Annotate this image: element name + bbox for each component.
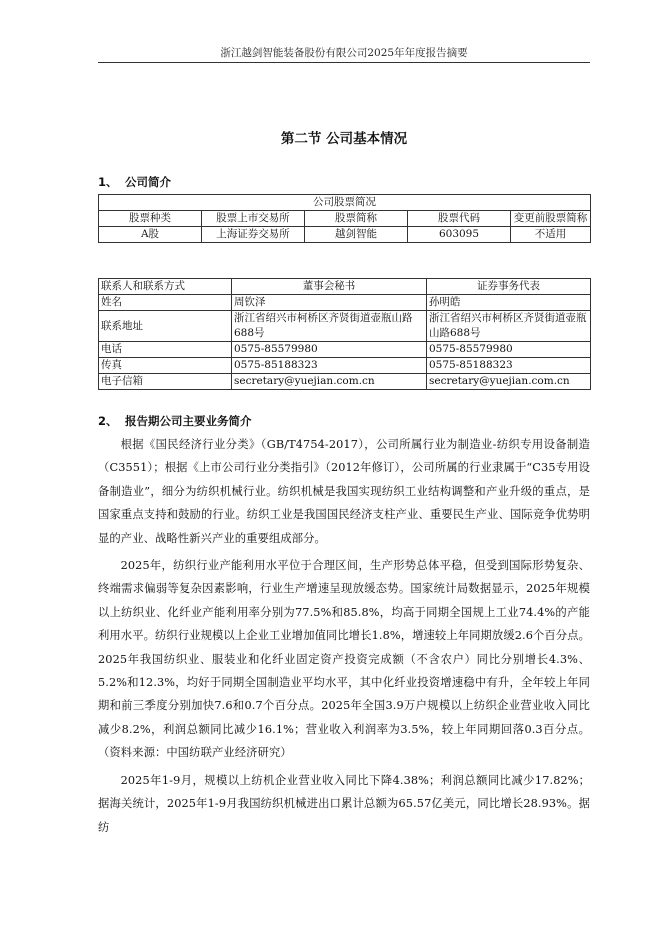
table-caption: 公司股票简况	[99, 195, 591, 211]
secretary-value: 0575-85579980	[232, 342, 427, 358]
paragraph: 根据《国民经济行业分类》（GB/T4754-2017），公司所属行业为制造业-纺织专用设备制造（C3551）；根据《上市公司行业分类指引》（2012年修订），公司所属的行业隶属于“C35专用设备制造业”，细分为纺织机械行业。纺织机械是我国实现纺织工业结构调整和产业升级的重点，是国家重点支持和鼓励的行业。纺织工业是我国国民经济支柱产业、重要民生产业、国际竞争优势明显的产业、战略性新兴产业的重要组成部分。	[98, 438, 590, 545]
table-header-cell: 股票上市交易所	[202, 211, 305, 227]
table-header-cell: 证券事务代表	[427, 279, 591, 295]
paragraph: 2025年，纺织行业产能利用水平位于合理区间，生产形势总体平稳，但受到国际形势复杂、终端需求偏弱等复杂因素影响，行业生产增速呈现放缓态势。国家统计局数据显示，2025年规模以上纺织业、化纤业产能利用率分别为77.5%和85.8%，均高于同期全国规上工业74.4%的产能利用水平。纺织行业规模以上企业工业增加值同比增长1.8%，增速较上年同期放缓2.6个百分点。2025年我国纺织业、服装业和化纤业固定资产投资完成额（不含农户）同比分别增长4.3%、5.2%和12.3%，均好于同期全国制造业平均水平，其中化纤业投资增速稳中有升，全年较上年同期和前三季度分别加快7.6和0.7个百分点。2025年全国3.9万户规模以上纺织企业营业收入同比减少8.2%，利润总额同比减少16.1%；营业收入利润率为3.5%，较上年同期回落0.3百分点。（资料来源：中国纺联产业经济研究）	[98, 559, 590, 760]
row-label: 传真	[99, 358, 232, 374]
table-header-cell: 联系人和联系方式	[99, 279, 232, 295]
table-row	[99, 374, 591, 390]
body-text	[98, 433, 590, 843]
row-label: 电子信箱	[99, 374, 232, 390]
secretary-value: 周钦泽	[232, 295, 427, 311]
table-row	[99, 227, 591, 243]
page-header: 浙江越剑智能装备股份有限公司2025年年度报告摘要	[220, 47, 468, 59]
header-divider	[98, 62, 590, 63]
table-header-cell: 变更前股票简称	[511, 211, 591, 227]
table-header-row	[99, 211, 591, 227]
table-cell: 不适用	[511, 227, 591, 243]
table-header-row	[99, 279, 591, 295]
table-row	[99, 358, 591, 374]
secretary-value: 0575-85188323	[232, 358, 427, 374]
table-cell: A股	[99, 227, 202, 243]
table-caption-row	[99, 195, 591, 211]
table-header-cell: 董事会秘书	[232, 279, 427, 295]
rep-value: 0575-85579980	[427, 342, 591, 358]
section-title: 第二节 公司基本情况	[280, 131, 408, 147]
table-row	[99, 295, 591, 311]
secretary-value: 浙江省绍兴市柯桥区齐贤街道壶瓶山路688号	[232, 311, 427, 342]
rep-value: 浙江省绍兴市柯桥区齐贤街道壶瓶山路688号	[427, 311, 591, 342]
rep-value: secretary@yuejian.com.cn	[427, 374, 591, 390]
table-row	[99, 311, 591, 342]
secretary-value: secretary@yuejian.com.cn	[232, 374, 427, 390]
subsection-number: 1、	[98, 175, 118, 189]
rep-value: 孙明皓	[427, 295, 591, 311]
subsection-number: 2、	[98, 414, 118, 428]
table-cell: 越剑智能	[305, 227, 408, 243]
subsection-title: 报告期公司主要业务简介	[125, 414, 252, 428]
table-header-cell: 股票简称	[305, 211, 408, 227]
row-label: 电话	[99, 342, 232, 358]
stock-info-table	[98, 194, 591, 243]
subsection-heading-1	[98, 174, 171, 190]
table-header-cell: 股票种类	[99, 211, 202, 227]
paragraph: 2025年1-9月，规模以上纺机企业营业收入同比下降4.38%；利润总额同比减少17.82%；据海关统计，2025年1-9月我国纺织机械进出口累计总额为65.57亿美元，同比增长28.93%。据纺	[98, 773, 590, 834]
row-label: 联系地址	[99, 311, 232, 342]
subsection-heading-2	[98, 413, 252, 429]
rep-value: 0575-85188323	[427, 358, 591, 374]
table-cell: 603095	[408, 227, 511, 243]
table-cell: 上海证券交易所	[202, 227, 305, 243]
table-row	[99, 342, 591, 358]
subsection-title: 公司简介	[125, 175, 171, 189]
table-header-cell: 股票代码	[408, 211, 511, 227]
row-label: 姓名	[99, 295, 232, 311]
contact-info-table	[98, 278, 591, 390]
